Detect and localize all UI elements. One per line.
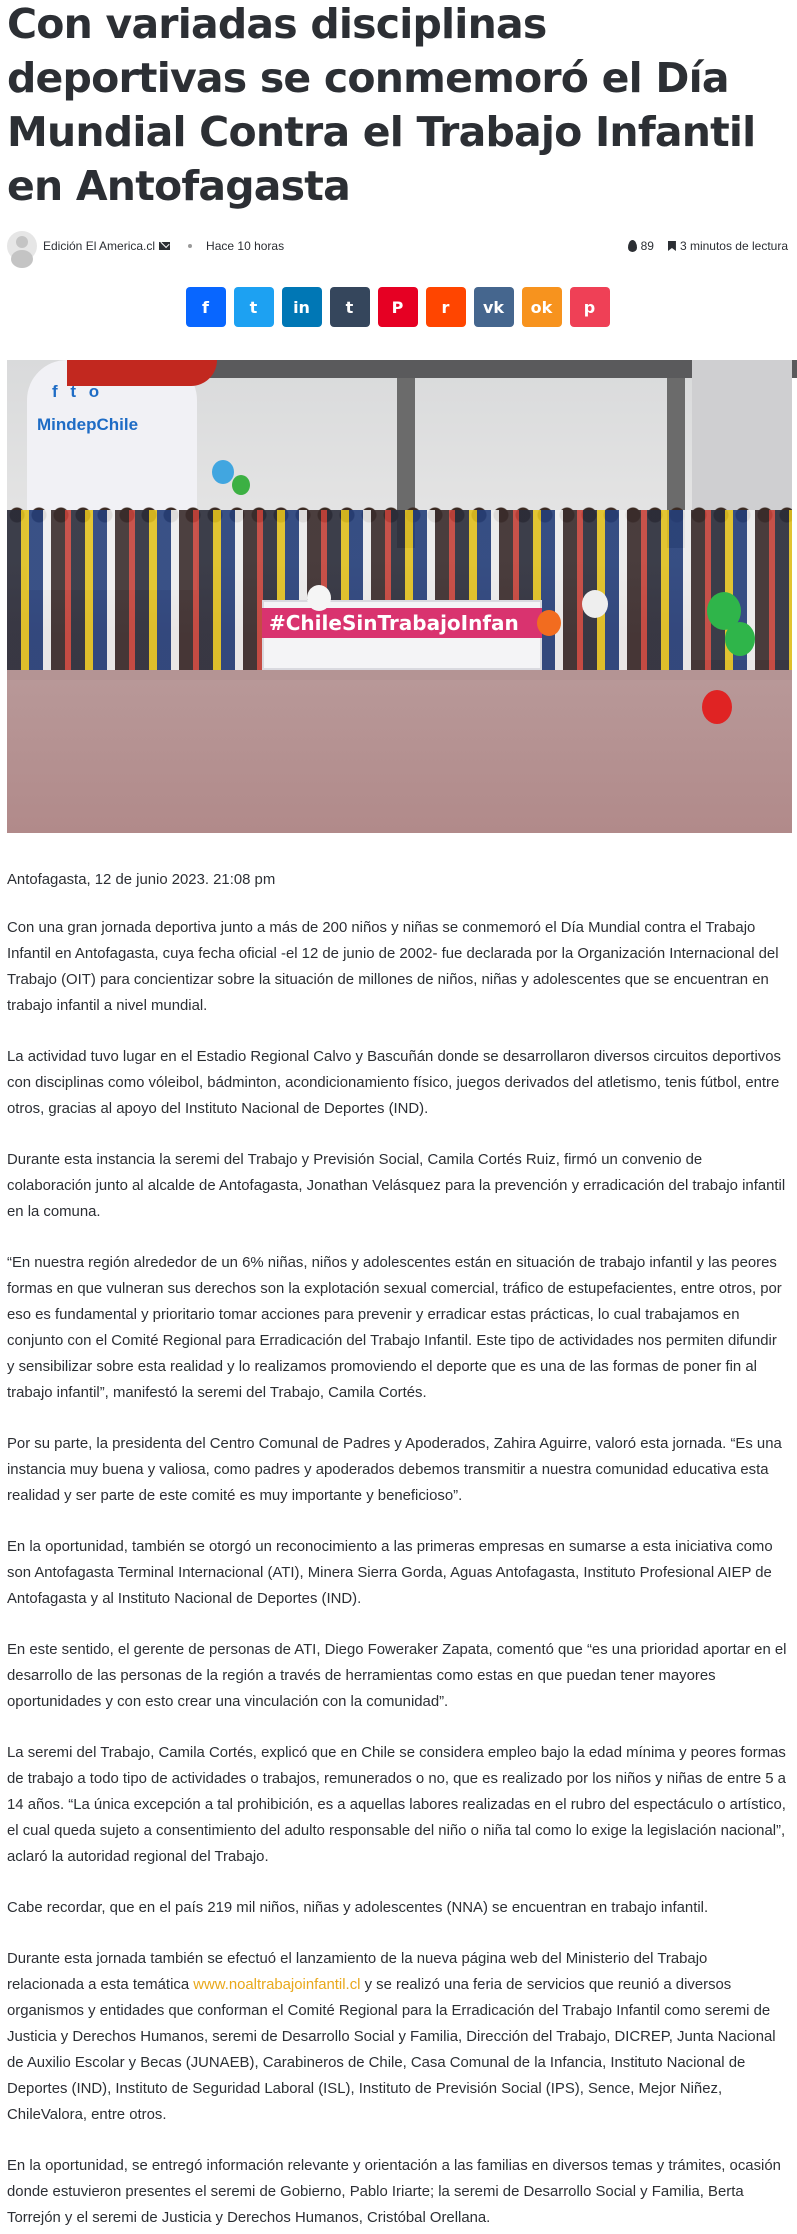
balloon xyxy=(232,475,250,495)
hero-brand-handle: MindepChile xyxy=(37,415,139,434)
flame-icon xyxy=(628,240,637,252)
reddit-share-button[interactable] xyxy=(426,287,466,327)
dateline: Antofagasta, 12 de junio 2023. 21:08 pm xyxy=(7,872,276,888)
twitter-icon: t xyxy=(249,297,258,317)
paragraph: En este sentido, el gerente de personas de ATI, Diego Foweraker Zapata, comentó que “es una prioridad aportar en el desarrollo de las personas de la región a través de herramientas como estas en que puedan tener mayores oportunidades y con esto crear una vinculación con la comunidad”. xyxy=(7,1642,787,1710)
pinterest-icon: P xyxy=(391,297,404,317)
pinterest-share-button[interactable] xyxy=(378,287,418,327)
pocket-share-button[interactable] xyxy=(570,287,610,327)
bookmark-icon xyxy=(668,241,676,251)
meta-right xyxy=(628,239,788,253)
odnoklassniki-icon: ok xyxy=(530,297,553,317)
hero-ground xyxy=(7,680,792,833)
facebook-icon: f xyxy=(202,297,209,317)
tumblr-icon: t xyxy=(345,297,354,317)
author-avatar[interactable] xyxy=(7,231,37,261)
hero-brand-social: f t o xyxy=(52,382,104,401)
mail-icon[interactable] xyxy=(159,242,170,250)
paragraph: La seremi del Trabajo, Camila Cortés, explicó que en Chile se considera empleo bajo la edad mínima y peores formas de trabajo a todo tipo de actividades o trabajos, remunerados o no, que es realizado por los niños y niñas de entre 5 a 14 años. “La única excepción a tal prohibición, es a aquellas labores realizadas en el rubro del espectáculo o artístico, el cual queda sujeto a consentimiento del adulto responsable del niño o niña tal como lo exige la legislación nacional”, aclaró la autoridad regional del Trabajo. xyxy=(7,1745,786,1865)
balloon xyxy=(212,460,234,484)
balloon xyxy=(725,622,755,656)
facebook-share-button[interactable] xyxy=(186,287,226,327)
vk-share-button[interactable] xyxy=(474,287,514,327)
read-time: 3 minutos de lectura xyxy=(679,239,788,253)
author-name[interactable]: Edición El America.cl xyxy=(43,239,156,253)
vk-icon: vk xyxy=(482,297,505,317)
paragraph: Por su parte, la presidenta del Centro Comunal de Padres y Apoderados, Zahira Aguirre, valoró esta jornada. “Es una instancia muy buena y valiosa, como padres y apoderados debemos transmitir a nuestra comunidad educativa esta realidad y ser parte de este comité es muy importante y beneficioso”. xyxy=(7,1436,782,1504)
views-count: 89 xyxy=(640,239,654,253)
paragraph: En la oportunidad, también se otorgó un reconocimiento a las primeras empresas en sumarse a esta iniciativa como son Antofagasta Terminal Internacional (ATI), Minera Sierra Gorda, Aguas Antofagasta, Instituto Profesional AIEP de Antofagasta y al Instituto Nacional de Deportes (IND). xyxy=(7,1539,773,1607)
site-link[interactable]: www.noaltrabajoinfantil.cl xyxy=(193,1977,361,1993)
hero-banner-text: #ChileSinTrabajoInfan xyxy=(269,611,519,635)
paragraph xyxy=(7,1946,788,2128)
twitter-share-button[interactable] xyxy=(234,287,274,327)
balloon xyxy=(582,590,608,618)
balloon xyxy=(702,690,732,724)
article-body xyxy=(7,867,788,2231)
paragraph-text: y se realizó una feria de servicios que reunió a diversos organismos y entidades que conforman el Comité Regional para la Erradicación del Trabajo Infantil como seremi de Justicia y Derechos Humanos, seremi de Desarrollo Social y Familia, Dirección del Trabajo, DICREP, Junta Nacional de Auxilio Escolar y Becas (JUNAEB), Carabineros de Chile, Casa Comunal de la Infancia, Instituto Nacional de Deportes (IND), Instituto de Seguridad Laboral (ISL), Instituto de Previsión Social (IPS), Sence, Mejor Niñez, ChileValora, entre otros. xyxy=(7,1977,776,2123)
balloon xyxy=(307,585,331,611)
paragraph: La actividad tuvo lugar en el Estadio Regional Calvo y Bascuñán donde se desarrollaron diversos circuitos deportivos con disciplinas como vóleibol, bádminton, acondicionamiento físico, juegos derivados del atletismo, tenis fútbol, entre otros, gracias al apoyo del Instituto Nacional de Deportes (IND). xyxy=(7,1049,781,1117)
odnoklassniki-share-button[interactable] xyxy=(522,287,562,327)
paragraph: Durante esta instancia la seremi del Trabajo y Previsión Social, Camila Cortés Ruiz, firmó un convenio de colaboración junto al alcalde de Antofagasta, Jonathan Velásquez para la prevención y erradicación del trabajo infantil en la comuna. xyxy=(7,1152,786,1220)
time-ago: Hace 10 horas xyxy=(206,239,285,253)
paragraph: “En nuestra región alrededor de un 6% niñas, niños y adolescentes están en situación de trabajo infantil y las peores formas en que vulneran sus derechos son la explotación sexual comercial, tráfico de estupefacientes, entre otros, por eso es fundamental y prioritario tomar acciones para prevenir y erradicar estas prácticas, lo cual trabajamos en conjunto con el Comité Regional para Erradicación del Trabajo Infantil. Este tipo de actividades nos permiten difundir y sensibilizar sobre esta realidad y lo realizamos promoviendo el deporte que es una de las formas de poner fin al trabajo infantil”, manifestó la seremi del Trabajo, Camila Cortés. xyxy=(7,1255,782,1401)
share-buttons xyxy=(7,287,788,327)
paragraph: Cabe recordar, que en el país 219 mil niños, niñas y adolescentes (NNA) se encuentran en trabajo infantil. xyxy=(7,1900,709,1916)
hero-image xyxy=(7,360,792,833)
linkedin-icon: in xyxy=(293,297,310,317)
paragraph-text: Durante esta jornada también se efectuó el lanzamiento de la nueva página web del Ministerio del Trabajo relacionada a esta temática xyxy=(7,1951,708,1993)
linkedin-share-button[interactable] xyxy=(282,287,322,327)
reddit-icon: r xyxy=(441,297,450,317)
pocket-icon: p xyxy=(583,297,596,317)
balloon xyxy=(537,610,561,636)
meta-left xyxy=(7,231,284,261)
paragraph: Con una gran jornada deportiva junto a más de 200 niños y niñas se conmemoró el Día Mundial contra el Trabajo Infantil en Antofagasta, cuya fecha oficial -el 12 de junio de 2002- fue declarada por la Organización Internacional del Trabajo (OIT) para concientizar sobre la situación de millones de niños, niñas y adolescentes que se encuentran en trabajo infantil a nivel mundial. xyxy=(7,920,779,1014)
article-title: Con variadas disciplinas deportivas se conmemoró el Día Mundial Contra el Trabajo Infantil en Antofagasta xyxy=(7,0,756,210)
tumblr-share-button[interactable] xyxy=(330,287,370,327)
article-meta xyxy=(7,229,788,263)
paragraph: En la oportunidad, se entregó información relevante y orientación a las familias en diversos temas y trámites, ocasión donde estuvieron presentes el seremi de Gobierno, Pablo Iriarte; la seremi de Desarrollo Social y Familia, Berta Torrejón y el seremi de Justicia y Derechos Humanos, Cristóbal Orellana. xyxy=(7,2158,781,2226)
separator-dot xyxy=(188,244,192,248)
